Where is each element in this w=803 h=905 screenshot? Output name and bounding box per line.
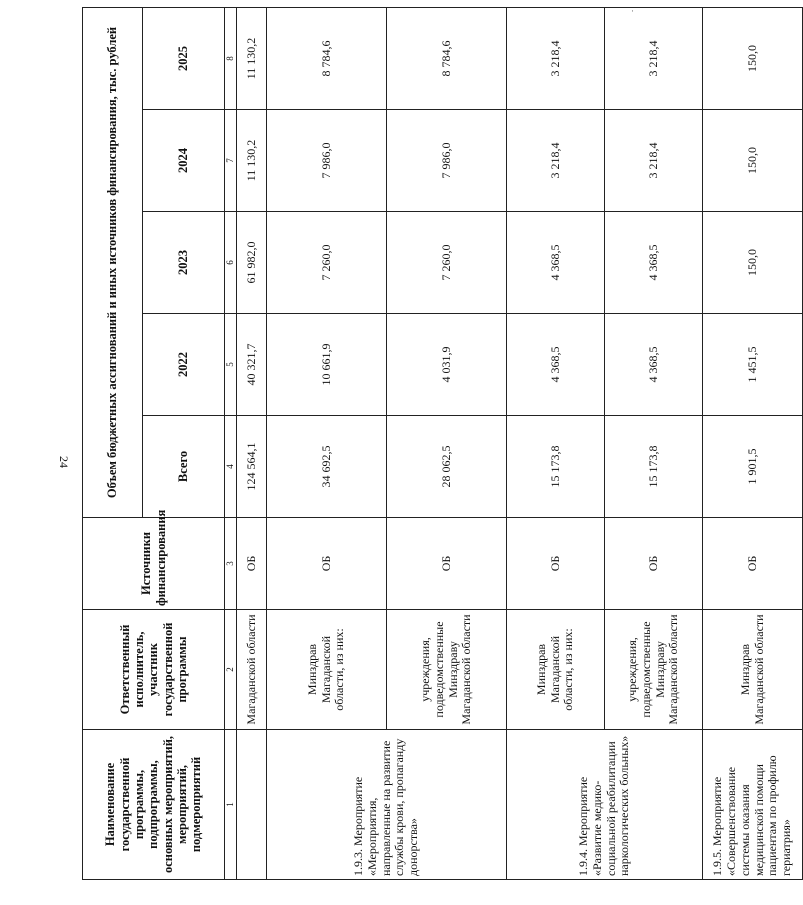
- column-number: 5: [225, 314, 237, 416]
- measure-name-cell: 1.9.5. Мероприятие «Совершенствование системы оказания медицинской помощи пациентам по профилю гериатрия»: [703, 730, 803, 880]
- measure-name-cell: 1.9.3. Мероприятие «Мероприятия, направленные на развитие службы крови, пропаганду донорства»: [267, 730, 507, 880]
- year-value-cell: 150,0: [703, 212, 803, 314]
- page-number: 24: [57, 456, 71, 468]
- executor-cell: учреждения, подведомственные Минздраву Магаданской области: [605, 610, 703, 730]
- year-value-cell: 7 260,0: [267, 212, 387, 314]
- year-value-cell: 150,0: [703, 7, 803, 109]
- header-year: 2023: [143, 212, 225, 314]
- table-row: [237, 7, 267, 879]
- year-value-cell: 4 368,5: [507, 314, 605, 416]
- table-row: [507, 7, 605, 879]
- table-row: [267, 7, 387, 879]
- column-number: 2: [225, 610, 237, 730]
- year-value-cell: 7 986,0: [267, 110, 387, 212]
- year-value-cell: 11 130,2: [237, 110, 267, 212]
- year-value-cell: 8 784,6: [267, 7, 387, 109]
- total-cell: 1 901,5: [703, 416, 803, 518]
- year-value-cell: 3 218,4: [605, 110, 703, 212]
- executor-cell: учреждения, подведомственные Минздраву Магаданской области: [387, 610, 507, 730]
- header-year: 2025: [143, 7, 225, 109]
- year-value-cell: 40 321,7: [237, 314, 267, 416]
- executor-cell: Магаданской области: [237, 610, 267, 730]
- year-value-cell: 150,0: [703, 110, 803, 212]
- header-total: Всего: [143, 416, 225, 518]
- total-cell: 15 173,8: [605, 416, 703, 518]
- table-row: [703, 7, 803, 879]
- year-value-cell: 4 031,9: [387, 314, 507, 416]
- column-number: 7: [225, 110, 237, 212]
- source-cell: ОБ: [267, 518, 387, 610]
- year-value-cell: 8 784,6: [387, 7, 507, 109]
- year-value-cell: 3 218,4: [507, 7, 605, 109]
- year-value-cell: 4 368,5: [507, 212, 605, 314]
- executor-cell: Минздрав Магаданской области, из них:: [267, 610, 387, 730]
- column-number: 6: [225, 212, 237, 314]
- year-value-cell: 4 368,5: [605, 212, 703, 314]
- header-row-top: [83, 7, 143, 879]
- source-cell: ОБ: [703, 518, 803, 610]
- year-value-cell: 11 130,2: [237, 7, 267, 109]
- total-cell: 28 062,5: [387, 416, 507, 518]
- header-funding: Объем бюджетных ассигнований и иных источников финансирования, тыс. рублей: [83, 7, 143, 517]
- corner-mark: ·: [631, 6, 634, 16]
- header-source: Источники финансирования: [83, 518, 225, 610]
- executor-cell: Минздрав Магаданской области, из них:: [507, 610, 605, 730]
- source-cell: ОБ: [605, 518, 703, 610]
- year-value-cell: 10 661,9: [267, 314, 387, 416]
- column-number: 1: [225, 730, 237, 880]
- header-year: 2024: [143, 110, 225, 212]
- year-value-cell: 3 218,4: [605, 7, 703, 109]
- measure-name-cell: 1.9.4. Мероприятие «Развитие медико-социальной реабилитации наркологических больных»: [507, 730, 703, 880]
- total-cell: 34 692,5: [267, 416, 387, 518]
- executor-cell: Минздрав Магаданской области: [703, 610, 803, 730]
- total-cell: 15 173,8: [507, 416, 605, 518]
- year-value-cell: 61 982,0: [237, 212, 267, 314]
- column-number: 4: [225, 416, 237, 518]
- header-executor: Ответственный исполнитель, участник государственной программы: [83, 610, 225, 730]
- measure-name-cell: [237, 730, 267, 880]
- column-number: 8: [225, 7, 237, 109]
- year-value-cell: 1 451,5: [703, 314, 803, 416]
- source-cell: ОБ: [507, 518, 605, 610]
- header-year: 2022: [143, 314, 225, 416]
- header-name: Наименование государственной программы, подпрограммы, основных мероприятий, мероприятий, подмероприятий: [83, 730, 225, 880]
- column-number: 3: [225, 518, 237, 610]
- column-number-row: [225, 7, 237, 879]
- year-value-cell: 7 260,0: [387, 212, 507, 314]
- source-cell: ОБ: [237, 518, 267, 610]
- rotated-table-container: [82, 8, 794, 880]
- year-value-cell: 3 218,4: [507, 110, 605, 212]
- source-cell: ОБ: [387, 518, 507, 610]
- year-value-cell: 4 368,5: [605, 314, 703, 416]
- total-cell: 124 564,1: [237, 416, 267, 518]
- funding-table: [82, 7, 803, 880]
- year-value-cell: 7 986,0: [387, 110, 507, 212]
